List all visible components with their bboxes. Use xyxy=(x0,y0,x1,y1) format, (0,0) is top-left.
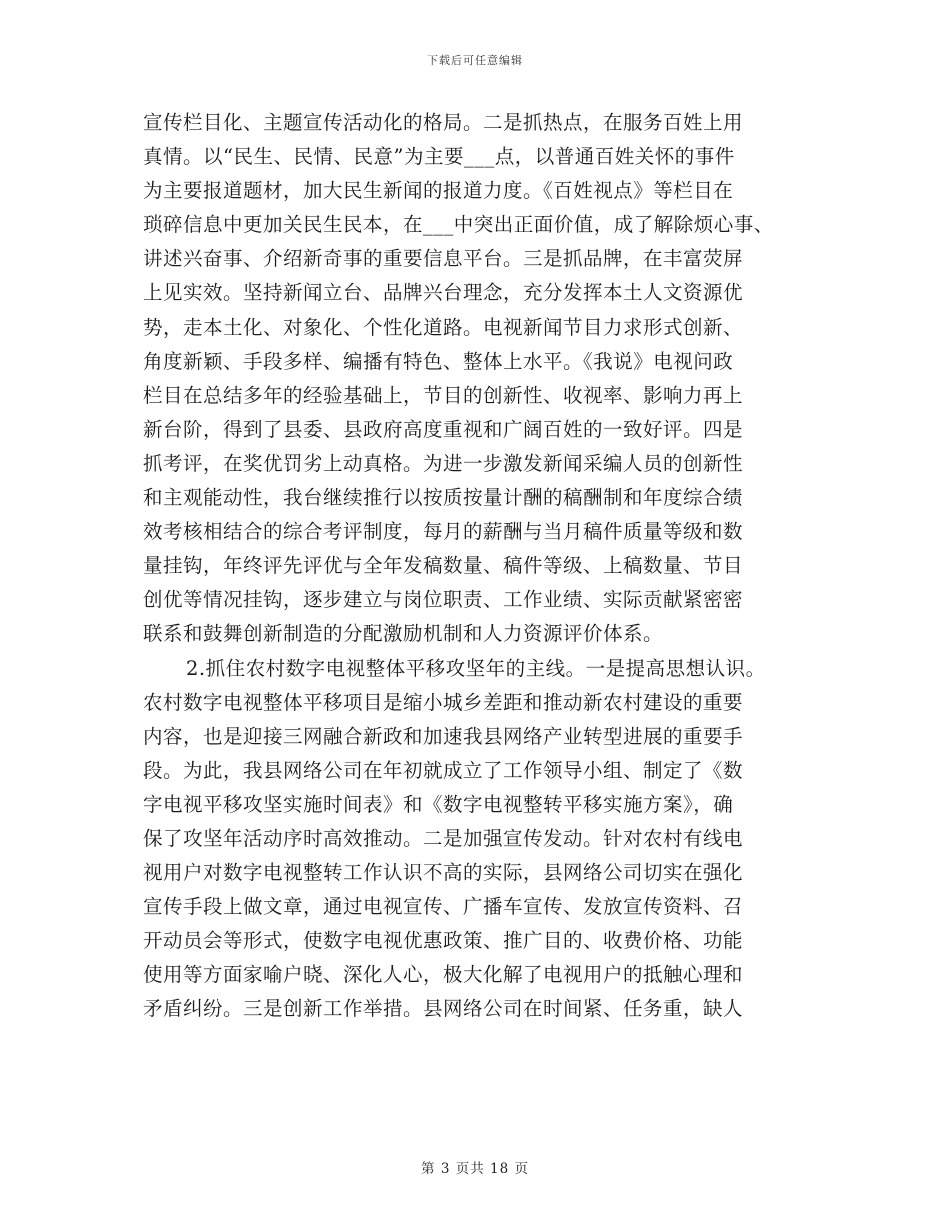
text-line: 势，走本土化、对象化、个性化道路。电视新闻节目力求形式创新、 xyxy=(143,315,744,339)
text-line: 上见实效。坚持新闻立台、品牌兴台理念，充分发挥本土人文资源优 xyxy=(143,281,744,305)
text-line: 段。为此，我县网络公司在年初就成立了工作领导小组、制定了《数 xyxy=(143,758,744,782)
text-line: 真情。以“民生、民情、民意”为主要___点，以普通百姓关怀的事件 xyxy=(143,145,735,169)
text-line: 琐碎信息中更加关民生民本，在___中突出正面价值，成了解除烦心事、 xyxy=(143,213,774,237)
text-line: 角度新颖、手段多样、编播有特色、整体上水平。《我说》电视问政 xyxy=(143,349,734,373)
text-line: 联系和鼓舞创新制造的分配激励机制和人力资源评价体系。 xyxy=(143,622,664,646)
text-line: 宣传手段上做文章，通过电视宣传、广播车宣传、发放宣传资料、召 xyxy=(143,895,744,919)
document-body xyxy=(143,106,823,1027)
text-line: 农村数字电视整体平移项目是缩小城乡差距和推动新农村建设的重要 xyxy=(143,690,744,714)
text-line: 字电视平移攻坚实施时间表》和《数字电视整转平移实施方案》，确 xyxy=(143,792,734,816)
text-line: 开动员会等形式，使数字电视优惠政策、推广目的、收费价格、功能 xyxy=(143,929,744,953)
text-line: 新台阶，得到了县委、县政府高度重视和广阔百姓的一致好评。四是 xyxy=(143,417,744,441)
paragraph-start-line: 2.抓住农村数字电视整体平移攻坚年的主线。一是提高思想认识。 xyxy=(186,656,766,680)
text-line: 保了攻坚年活动序时高效推动。二是加强宣传发动。针对农村有线电 xyxy=(143,826,744,850)
text-line: 宣传栏目化、主题宣传活动化的格局。二是抓热点，在服务百姓上用 xyxy=(143,111,744,134)
text-line: 和主观能动性，我台继续推行以按质按量计酬的稿酬制和年度综合绩 xyxy=(143,486,744,510)
text-line: 视用户对数字电视整转工作认识不高的实际，县网络公司切实在强化 xyxy=(143,861,744,885)
text-line: 量挂钩，年终评先评优与全年发稿数量、稿件等级、上稿数量、节目 xyxy=(143,554,744,578)
text-line: 内容，也是迎接三网融合新政和加速我县网络产业转型进展的重要手 xyxy=(143,724,744,748)
page-header: 下载后可任意编辑 xyxy=(427,54,523,67)
text-line: 创优等情况挂钩，逐步建立与岗位职责、工作业绩、实际贡献紧密密 xyxy=(143,588,744,612)
text-line: 效考核相结合的综合考评制度，每月的薪酬与当月稿件质量等级和数 xyxy=(143,520,744,544)
text-line: 抓考评，在奖优罚劣上动真格。为进一步激发新闻采编人员的创新性 xyxy=(143,451,744,475)
text-line: 矛盾纠纷。三是创新工作举措。县网络公司在时间紧、任务重，缺人 xyxy=(143,997,744,1021)
text-line: 为主要报道题材，加大民生新闻的报道力度。《百姓视点》等栏目在 xyxy=(143,179,734,203)
text-line: 使用等方面家喻户晓、深化人心，极大化解了电视用户的抵触心理和 xyxy=(143,963,744,987)
text-line: 讲述兴奋事、介绍新奇事的重要信息平台。三是抓品牌，在丰富荧屏 xyxy=(143,247,744,271)
text-line: 栏目在总结多年的经验基础上，节目的创新性、收视率、影响力再上 xyxy=(143,383,744,407)
page-footer: 第 3 页共 18 页 xyxy=(421,1161,529,1177)
